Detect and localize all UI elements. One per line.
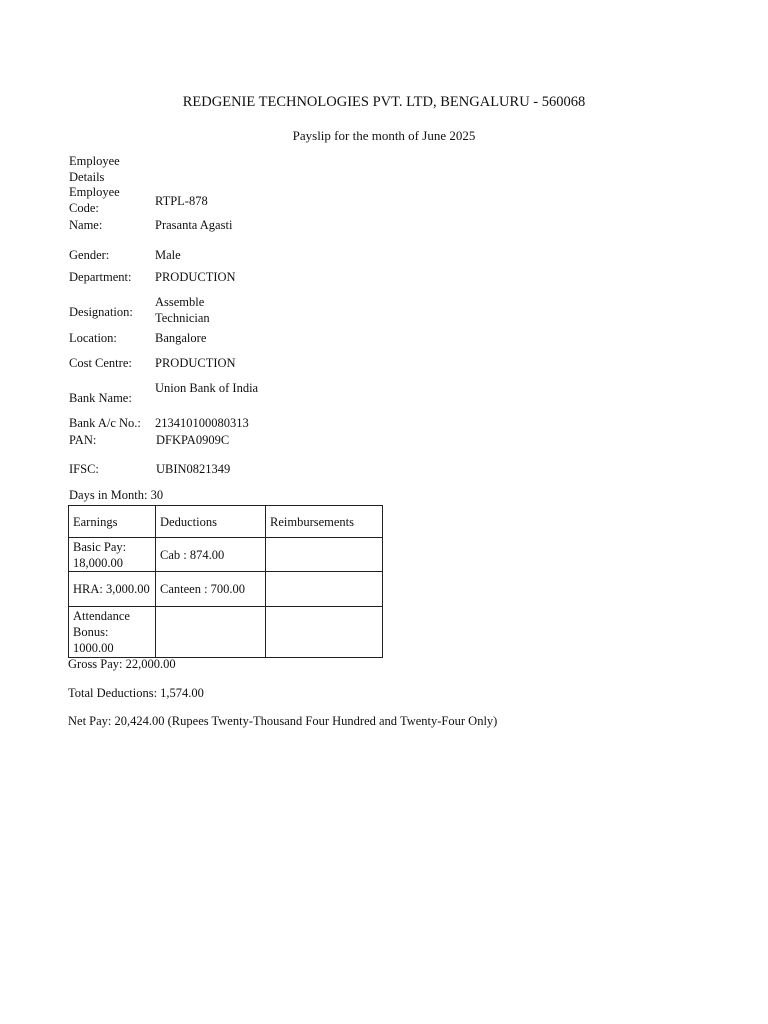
- payslip-title: Payslip for the month of June 2025: [292, 128, 476, 143]
- deductions-header: Deductions: [156, 506, 266, 538]
- bank-account-value: 213410100080313: [155, 416, 249, 430]
- earnings-deductions-table: [68, 505, 383, 658]
- employee-code-label: Employee Code:: [69, 185, 120, 215]
- gross-pay: Gross Pay: 22,000.00: [68, 657, 176, 671]
- deduction-cell: [156, 607, 266, 658]
- pan-label: PAN:: [69, 433, 97, 447]
- ifsc-label: IFSC:: [69, 462, 99, 476]
- employee-details-heading: Employee Details: [69, 154, 120, 184]
- earning-cell: Basic Pay: 18,000.00: [69, 538, 156, 572]
- earning-cell: Attendance Bonus: 1000.00: [69, 607, 156, 658]
- location-value: Bangalore: [155, 331, 207, 345]
- name-label: Name:: [69, 218, 103, 232]
- designation-label: Designation:: [69, 305, 133, 319]
- deduction-cell: Canteen : 700.00: [156, 572, 266, 607]
- gender-value: Male: [155, 248, 181, 262]
- earning-cell: HRA: 3,000.00: [69, 572, 156, 607]
- cost-centre-value: PRODUCTION: [155, 356, 236, 370]
- table-header-row: [69, 506, 383, 538]
- deduction-cell: Cab : 874.00: [156, 538, 266, 572]
- bank-account-label: Bank A/c No.:: [69, 416, 141, 430]
- reimbursement-cell: [266, 572, 383, 607]
- department-label: Department:: [69, 270, 132, 284]
- employee-code-value: RTPL-878: [155, 194, 208, 208]
- bank-name-value: Union Bank of India: [155, 381, 259, 395]
- reimbursements-header: Reimbursements: [266, 506, 383, 538]
- pan-value: DFKPA0909C: [156, 433, 230, 447]
- cost-centre-label: Cost Centre:: [69, 356, 132, 370]
- earnings-header: Earnings: [69, 506, 156, 538]
- designation-value: Assemble Technician: [155, 295, 210, 325]
- table-row: [69, 572, 383, 607]
- total-deductions: Total Deductions: 1,574.00: [68, 686, 204, 700]
- days-in-month: Days in Month: 30: [69, 488, 164, 502]
- table-row: [69, 538, 383, 572]
- net-pay: Net Pay: 20,424.00 (Rupees Twenty-Thousand Four Hundred and Twenty-Four Only): [68, 714, 498, 728]
- gender-label: Gender:: [69, 248, 110, 262]
- reimbursement-cell: [266, 607, 383, 658]
- location-label: Location:: [69, 331, 117, 345]
- table-row: [69, 607, 383, 658]
- name-value: Prasanta Agasti: [155, 218, 233, 232]
- department-value: PRODUCTION: [155, 270, 236, 284]
- bank-name-label: Bank Name:: [69, 391, 132, 405]
- ifsc-value: UBIN0821349: [156, 462, 231, 476]
- company-heading: REDGENIE TECHNOLOGIES PVT. LTD, BENGALURU - 560068: [182, 94, 586, 110]
- reimbursement-cell: [266, 538, 383, 572]
